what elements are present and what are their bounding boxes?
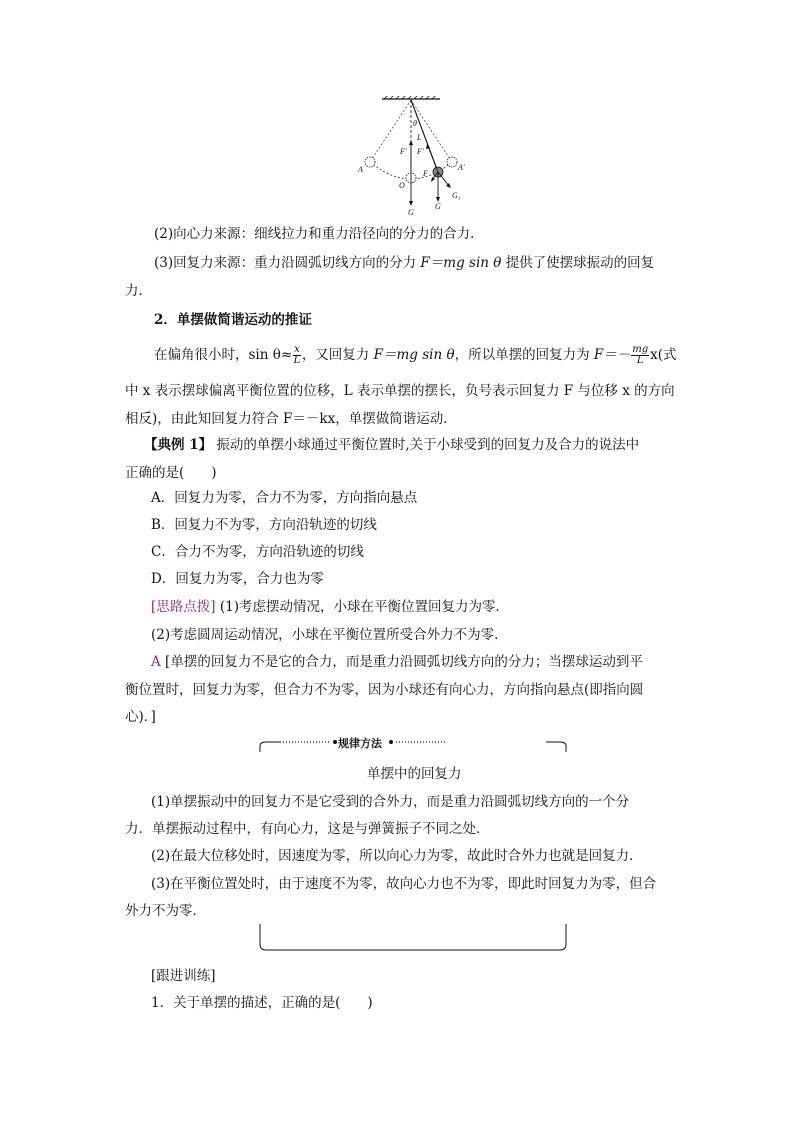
example-question-cont: 正确的是( ) <box>125 465 217 481</box>
fraction-num: x <box>294 344 300 355</box>
method-text: 外力不为零． <box>125 903 206 919</box>
derivation-text: x(式 <box>650 347 677 363</box>
fraction-num: mg <box>632 344 649 355</box>
method-box-label: 规律方法 <box>338 737 382 750</box>
hint-label: [思路点拨] <box>151 599 216 615</box>
label-A: A <box>358 165 363 174</box>
option-a: A．回复力为零，合力不为零，方向指向悬点 <box>151 490 418 506</box>
label-G-right: G <box>435 202 441 211</box>
centripetal-source-text: (2)向心力来源：细线拉力和重力沿径向的分力的合力． <box>154 226 484 242</box>
derivation-text: ，又回复力 <box>301 347 370 363</box>
derivation-text: ，所以单摆的回复力为 <box>454 347 590 363</box>
answer-text: [单摆的回复力不是它的合力，而是重力沿圆弧切线方向的分力；当摆球运动到平 <box>165 654 643 670</box>
method-box-bottom <box>258 922 568 954</box>
hint-line <box>151 597 509 617</box>
pendulum-diagram <box>352 96 482 216</box>
label-G1: G₁ <box>452 191 461 200</box>
example-title: 【典例 1】 <box>144 437 213 453</box>
question-1: 1．关于单摆的描述，正确的是( ) <box>151 995 373 1011</box>
example-question: 振动的单摆小球通过平衡位置时,关于小球受到的回复力及合力的说法中 <box>216 437 640 453</box>
derivation-text: 中 x 表示摆球偏离平衡位置的位移，L 表示单摆的摆长，负号表示回复力 F 与位移 x 的方向 <box>125 383 675 399</box>
label-O: O <box>399 181 405 190</box>
answer-text-2: 衡位置时，回复力为零，但合力不为零，因为小球还有向心力，方向指向悬点(即指向圆 <box>125 682 644 698</box>
derivation-text: 相反)，由此知回复力符合 F＝－kx，单摆做简谐运动． <box>125 411 457 427</box>
example-line <box>144 435 639 455</box>
label-G-center: G <box>408 208 414 216</box>
follow-up-label: [跟进训练] <box>151 968 216 984</box>
option-b: B．回复力不为零，方向沿轨迹的切线 <box>151 517 377 533</box>
label-A-prime: A′ <box>458 163 465 172</box>
restoring-source-line <box>154 253 654 273</box>
hint-text: (1)考虑摆动情况，小球在平衡位置回复力为零． <box>219 599 509 615</box>
fraction-den: L <box>293 355 301 366</box>
restoring-formula: F＝mg sin θ <box>420 255 502 271</box>
restoring-source-text-end: 力． <box>125 283 152 299</box>
label-theta: θ <box>413 119 417 128</box>
derivation-line <box>154 340 677 370</box>
fraction-den: L <box>636 355 644 366</box>
label-Fprime-right: F′ <box>417 147 424 156</box>
fraction-x-over-L <box>293 345 301 366</box>
method-text: (2)在最大位移处时，因速度为零，所以向心力为零，故此时合外力也就是回复力． <box>151 848 643 864</box>
formula: F＝－ <box>593 347 631 363</box>
method-box-title: 单摆中的回复力 <box>367 766 462 782</box>
answer-letter: A <box>151 654 161 670</box>
restoring-source-text: (3)回复力来源：重力沿圆弧切线方向的分力 <box>154 255 417 271</box>
label-F: F <box>423 169 428 178</box>
hint-text-2: (2)考虑圆周运动情况，小球在平衡位置所受合外力不为零． <box>151 627 508 643</box>
label-L: L <box>417 133 422 142</box>
method-box-top <box>258 738 568 754</box>
method-text: (3)在平衡位置处时，由于速度不为零，故向心力也不为零，即此时回复力为零，但合 <box>151 876 657 892</box>
method-text: 力．单摆振动过程中，有向心力，这是与弹簧振子不同之处． <box>125 821 490 837</box>
option-d: D．回复力为零，合力也为零 <box>151 571 324 587</box>
method-text: (1)单摆振动中的回复力不是它受到的合外力，而是重力沿圆弧切线方向的一个分 <box>151 794 630 810</box>
derivation-text: 在偏角很小时，sin θ≈ <box>154 347 293 363</box>
section-heading: 2．单摆做简谐运动的推证 <box>154 312 312 328</box>
label-Fprime-left: F′ <box>400 147 407 156</box>
formula: F＝mg sin θ <box>373 347 455 363</box>
option-c: C．合力不为零，方向沿轨迹的切线 <box>151 544 364 560</box>
answer-text-3: 心)．] <box>125 709 156 725</box>
answer-line <box>151 652 643 672</box>
restoring-source-text-cont: 提供了使摆球振动的回复 <box>505 255 655 271</box>
fraction-mg-over-L <box>631 345 649 366</box>
